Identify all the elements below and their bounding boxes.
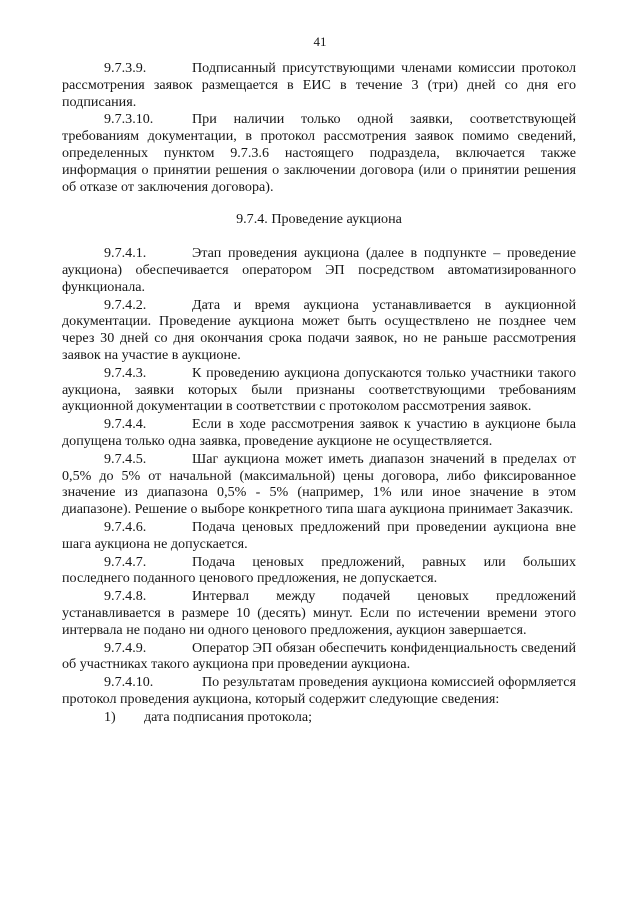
clause-text: К проведению аукциона допускаются только участники такого аукциона, заявки которых были признаны соответствующими требованиям аукционной документации в соответствии с протоколом рассмотрения заявок.: [62, 364, 576, 415]
clause-number: 9.7.4.3.: [104, 364, 147, 381]
page-number: 41: [313, 34, 327, 49]
clause-text: Если в ходе рассмотрения заявок к участию в аукционе была допущена только одна заявка, проведение аукционе не осуществляется.: [62, 416, 576, 449]
clause-number: 9.7.4.10.: [104, 674, 154, 691]
clause-9-7-4-8: [62, 588, 576, 638]
clause-9-7-4-7: [62, 554, 576, 588]
clause-number: 9.7.3.9.: [104, 60, 147, 76]
list-item-text: дата подписания протокола;: [144, 708, 313, 725]
clause-9-7-3-10: [62, 111, 576, 195]
clause-text: Оператор ЭП обязан обеспечить конфиденциальность сведений об участниках такого аукциона при проведении аукциона.: [62, 639, 576, 673]
clause-number: 9.7.4.8.: [104, 588, 147, 605]
clause-text: Дата и время аукциона устанавливается в аукционной документации. Проведение аукциона может быть осуществлено не позднее чем через 30 дней со дня окончания срока подачи заявок, но не раньше рассмотрения заявок на участие в аукционе.: [62, 296, 576, 363]
clause-number: 9.7.4.5.: [104, 450, 147, 467]
clause-9-7-4-6: [62, 519, 576, 553]
clause-9-7-3-9: [62, 60, 576, 110]
clause-text: При наличии только одной заявки, соответствующей требованиям документации, в протокол рассмотрения заявок помимо сведений, определенных пунктом 9.7.3.6 настоящего подраздела, включается также информация о принятии решения о заключении договора (или о принятии решения об отказе от заключения договора).: [62, 111, 576, 195]
clause-9-7-4-5: [62, 451, 576, 518]
clause-number: 9.7.4.4.: [104, 416, 147, 433]
clause-number: 9.7.3.10.: [104, 111, 154, 128]
document-body: [62, 60, 576, 725]
clause-9-7-4-1: [62, 245, 576, 295]
list-item: [62, 709, 576, 726]
clause-text: Шаг аукциона может иметь диапазон значений в пределах от 0,5% до 5% от начальной (максимальной) цены договора, либо фиксированное значение из диапазона 0,5% - 5% (например, 1% или иное значение в этом диапазоне). Решение о выборе конкретного типа шага аукциона принимает Заказчик.: [62, 450, 576, 518]
clause-text: Подача ценовых предложений, равных или больших последнего поданного ценового предложения, не допускается.: [62, 553, 576, 587]
clause-text: Подача ценовых предложений при проведении аукциона вне шага аукциона не допускается.: [62, 518, 576, 552]
section-heading: 9.7.4. Проведение аукциона: [236, 211, 402, 228]
clause-9-7-4-3: [62, 365, 576, 415]
clause-9-7-4-4: [62, 416, 576, 450]
clause-9-7-4-2: [62, 297, 576, 364]
clause-9-7-4-10: [62, 674, 576, 708]
clause-number: 9.7.4.7.: [104, 553, 147, 570]
clause-9-7-4-9: [62, 640, 576, 674]
list-item-number: 1): [104, 708, 116, 725]
clause-text: Подписанный присутствующими членами комиссии протокол рассмотрения заявок размещается в ЕИС в течение 3 (три) дней со дня его подписания.: [62, 60, 576, 110]
clause-number: 9.7.4.6.: [104, 518, 147, 535]
clause-number: 9.7.4.9.: [104, 639, 147, 656]
clause-number: 9.7.4.2.: [104, 296, 147, 313]
clause-text: Этап проведения аукциона (далее в подпункте – проведение аукциона) обеспечивается оператором ЭП посредством автоматизированного функционала.: [62, 245, 576, 295]
clause-text: По результатам проведения аукциона комиссией оформляется протокол проведения аукциона, который содержит следующие сведения:: [62, 674, 576, 707]
clause-number: 9.7.4.1.: [104, 245, 147, 262]
clause-text: Интервал между подачей ценовых предложений устанавливается в размере 10 (десять) минут. Если по истечении времени этого интервала не подано ни одного ценового предложения, аукцион завершается.: [62, 588, 576, 638]
